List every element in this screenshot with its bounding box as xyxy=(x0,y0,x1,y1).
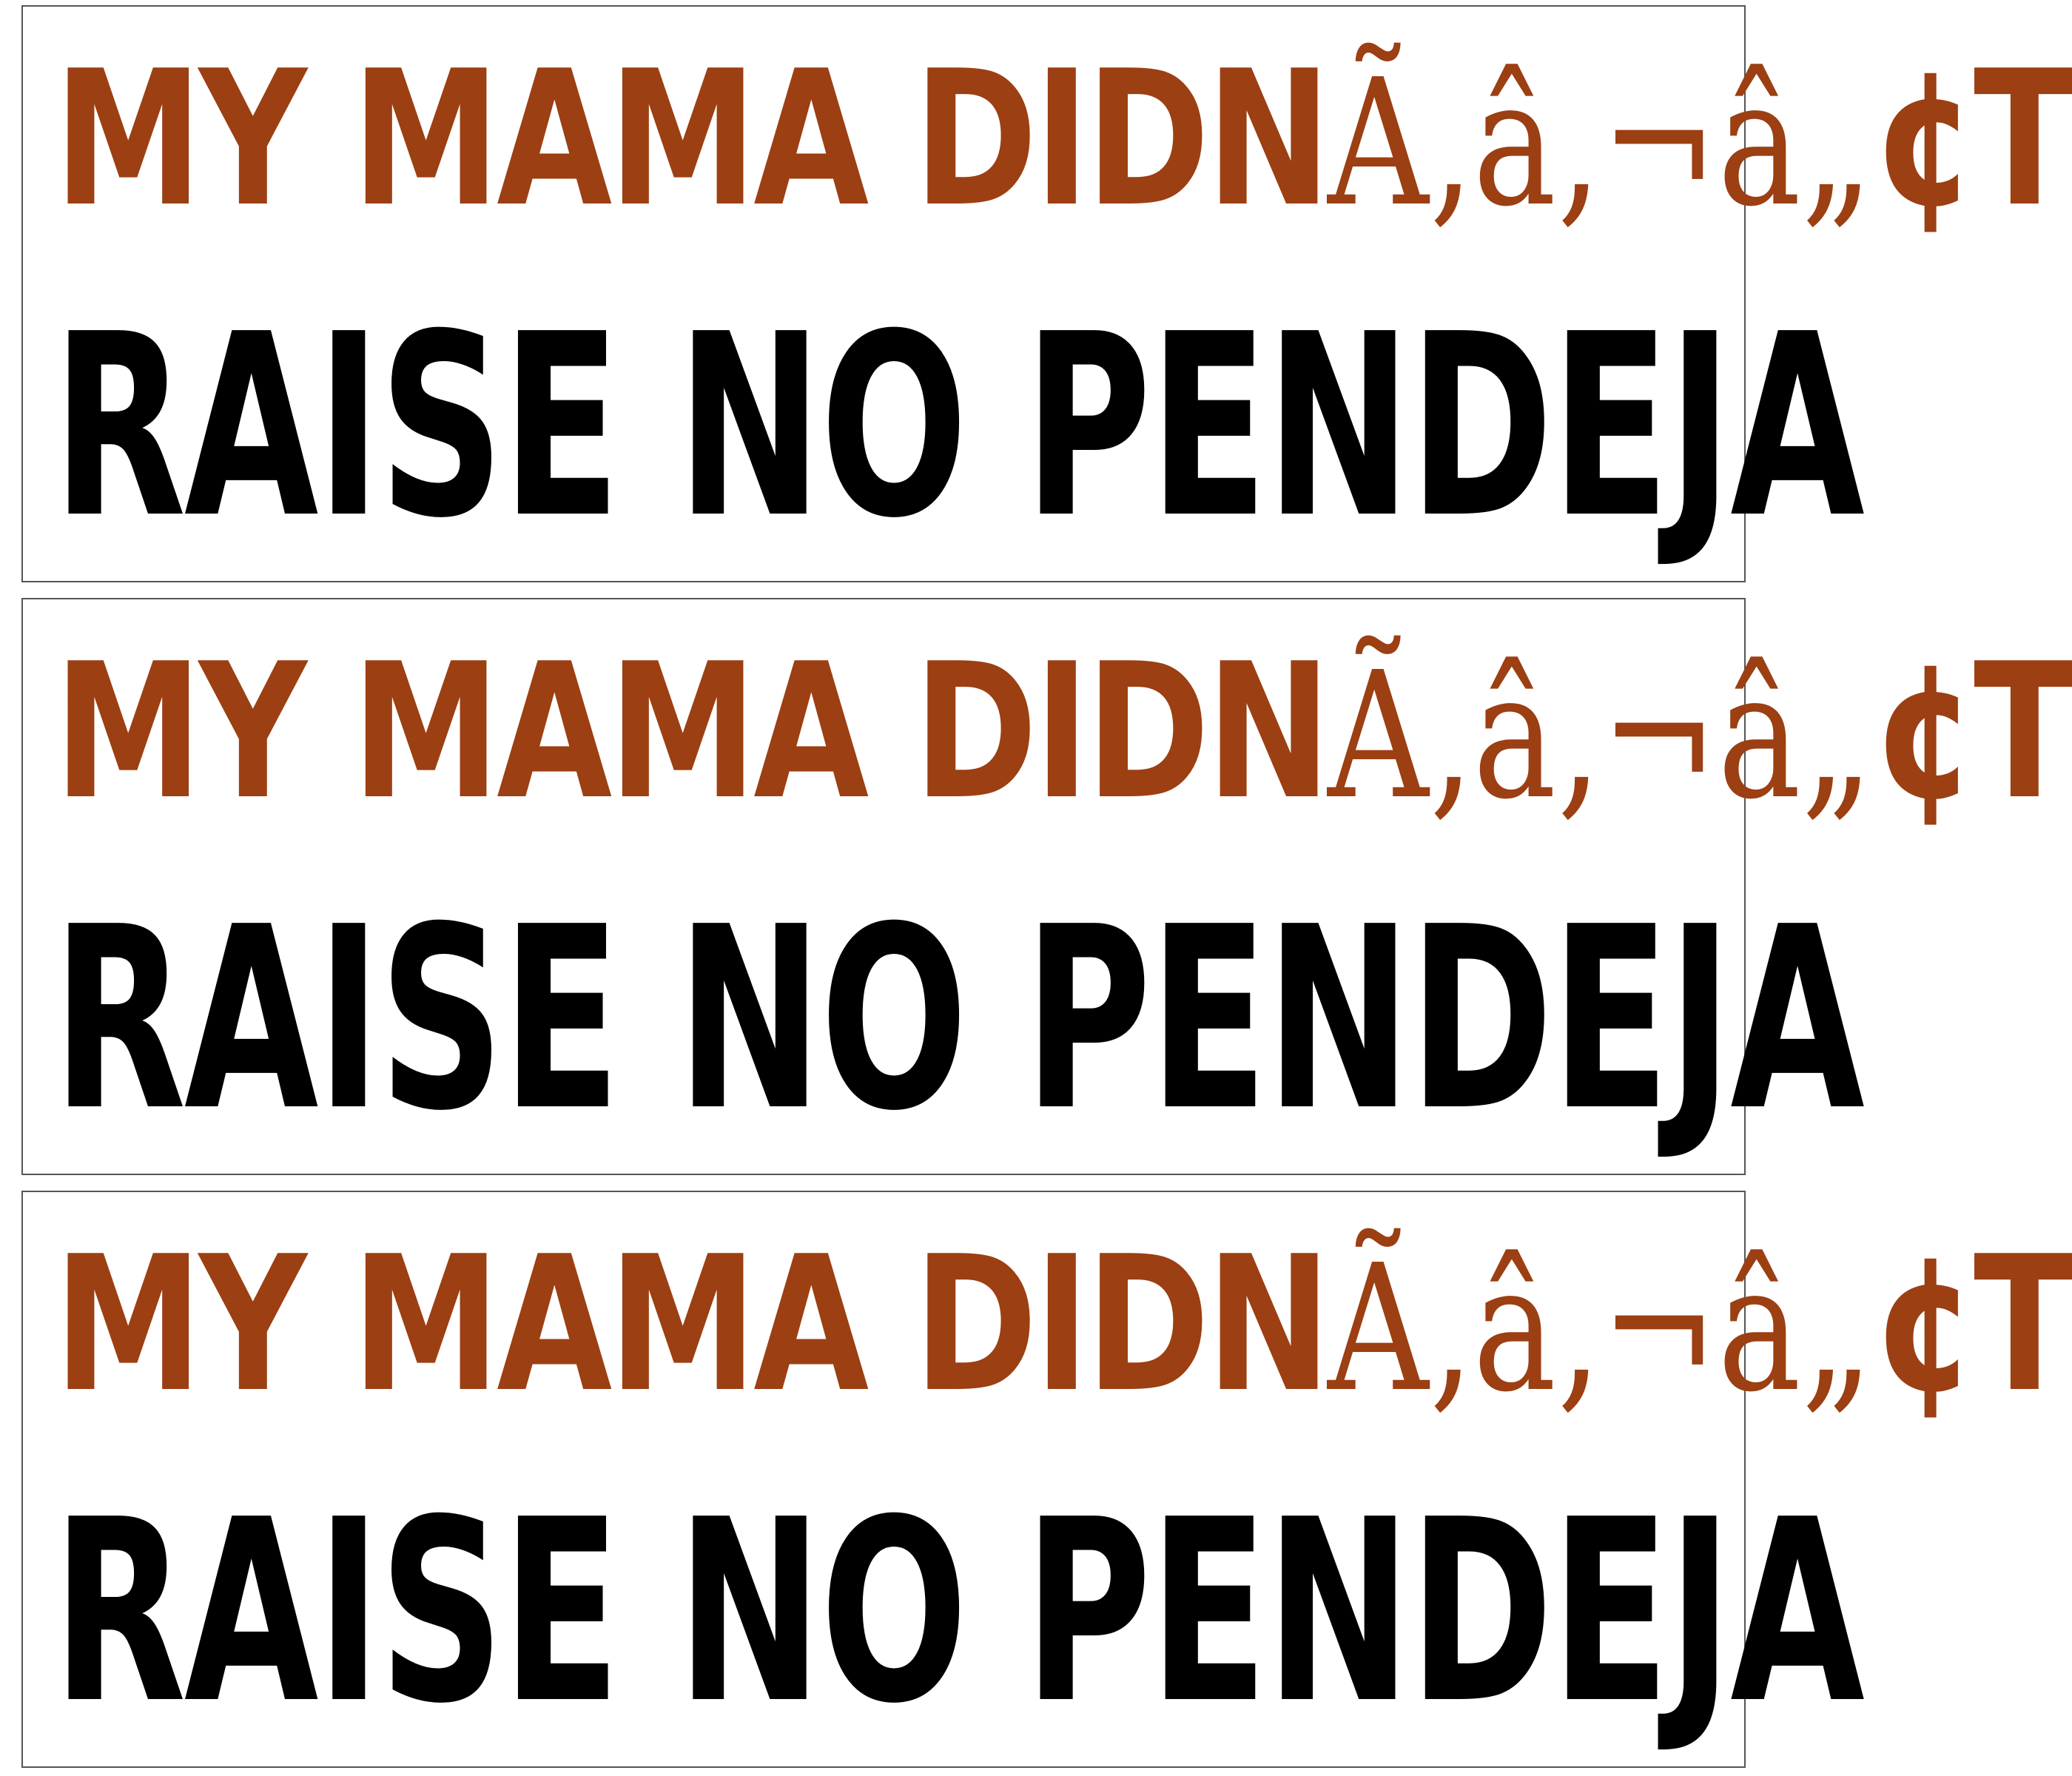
line1-mojibake: Ã‚â‚¬â„ xyxy=(1328,634,1874,838)
sticker-line-1 xyxy=(54,1217,2072,1433)
line1-prefix: MY MAMA DIDN xyxy=(54,624,1328,841)
line1-suffix: ¢T xyxy=(1873,31,2072,248)
sticker-line-2: RAISE NO PENDEJA xyxy=(53,1466,1863,1759)
sticker-line-1 xyxy=(54,624,2072,841)
sticker-line-2: RAISE NO PENDEJA xyxy=(53,873,1863,1166)
line1-prefix: MY MAMA DIDN xyxy=(54,31,1328,248)
sticker-line-2: RAISE NO PENDEJA xyxy=(53,280,1863,574)
bumper-sticker-3 xyxy=(21,1191,2072,1768)
line1-prefix: MY MAMA DIDN xyxy=(54,1217,1328,1433)
sticker-line-1 xyxy=(54,31,2072,248)
bumper-sticker-1 xyxy=(21,5,2072,582)
line1-mojibake: Ã‚â‚¬â„ xyxy=(1328,1227,1874,1430)
line1-suffix: ¢T xyxy=(1873,1217,2072,1433)
line1-mojibake: Ã‚â‚¬â„ xyxy=(1328,41,1874,245)
line1-suffix: ¢T xyxy=(1873,624,2072,841)
bumper-sticker-2 xyxy=(21,598,2072,1175)
